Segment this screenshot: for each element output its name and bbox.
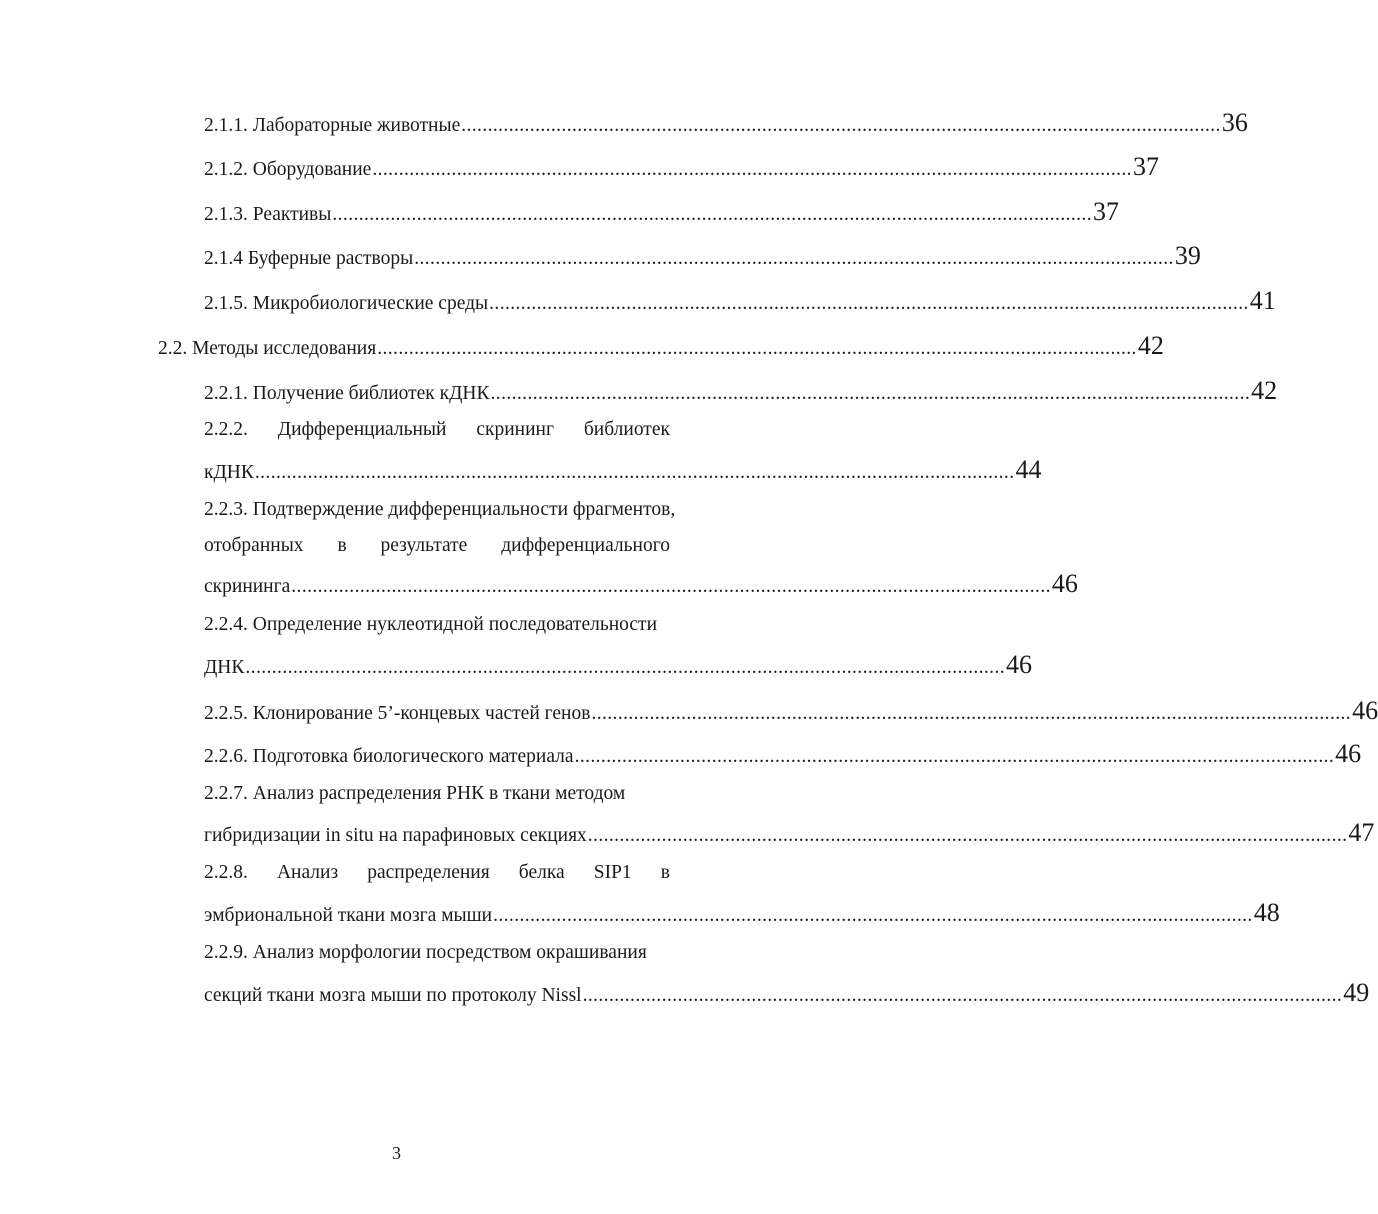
toc-word: результате bbox=[380, 535, 468, 556]
toc-entry bbox=[204, 696, 1378, 725]
toc-word: скрининг bbox=[476, 419, 554, 440]
toc-entry-title: скрининга bbox=[204, 576, 291, 597]
toc-entry-page: 42 bbox=[1251, 376, 1278, 405]
dot-leader: ................................................................................................................................................ bbox=[332, 204, 1092, 225]
toc-entry-line bbox=[204, 615, 670, 635]
toc-entry-page: 37 bbox=[1132, 152, 1159, 181]
toc-word: белка bbox=[518, 862, 565, 883]
toc-entry-text: 2.2.9. Анализ морфологии посредством окрашивания bbox=[204, 942, 647, 963]
toc-entry-page: 44 bbox=[1015, 455, 1042, 484]
toc-entry-title: 2.2. Методы исследования bbox=[158, 338, 377, 359]
toc-entry-title: 2.1.1. Лабораторные животные bbox=[204, 115, 461, 136]
toc-entry bbox=[204, 818, 1375, 847]
toc-entry bbox=[204, 569, 1078, 598]
dot-leader: ................................................................................................................................................ bbox=[291, 576, 1051, 597]
toc-entry-line bbox=[204, 863, 670, 883]
toc-entry-line bbox=[204, 784, 670, 804]
toc-word: в bbox=[660, 862, 670, 883]
dot-leader: ................................................................................................................................................ bbox=[489, 293, 1249, 314]
toc-entry-title: гибридизации in situ на парафиновых секциях bbox=[204, 825, 587, 846]
toc-entry bbox=[204, 108, 1248, 137]
toc-entry-text: 2.2.3. Подтверждение дифференциальности фрагментов, bbox=[204, 499, 676, 520]
toc-entry-text: 2.2.4. Определение нуклеотидной последовательности bbox=[204, 614, 658, 635]
dot-leader: ................................................................................................................................................ bbox=[574, 746, 1335, 767]
toc-entry-title: кДНК bbox=[204, 462, 254, 483]
toc-entry-page: 46 bbox=[1006, 650, 1032, 679]
toc-entry-title: ДНК bbox=[204, 657, 245, 678]
dot-leader: ................................................................................................................................................ bbox=[490, 383, 1251, 404]
dot-leader: ................................................................................................................................................ bbox=[461, 115, 1221, 136]
toc-word: библиотек bbox=[583, 419, 670, 440]
toc-entry bbox=[204, 898, 1280, 927]
toc-entry-title: 2.1.4 Буферные растворы bbox=[204, 248, 414, 269]
toc-word: 2.2.8. bbox=[204, 862, 248, 883]
dot-leader: ................................................................................................................................................ bbox=[414, 248, 1174, 269]
dot-leader: ................................................................................................................................................ bbox=[372, 159, 1132, 180]
toc-entry-page: 42 bbox=[1137, 331, 1164, 360]
toc-entry-line bbox=[204, 420, 670, 440]
toc-entry-title: 2.2.6. Подготовка биологического материала bbox=[204, 746, 574, 767]
dot-leader: ................................................................................................................................................ bbox=[377, 338, 1137, 359]
toc-entry bbox=[204, 197, 1119, 226]
toc-entry bbox=[204, 376, 1278, 405]
toc-entry-line bbox=[204, 943, 670, 963]
page-number: 3 bbox=[392, 1143, 401, 1163]
toc-entry bbox=[158, 331, 1164, 360]
toc-word: 2.2.2. bbox=[204, 419, 248, 440]
toc-entry bbox=[204, 152, 1159, 181]
toc-word: отобранных bbox=[204, 535, 304, 556]
toc-entry-page: 49 bbox=[1343, 978, 1370, 1007]
toc-entry-page: 37 bbox=[1092, 197, 1119, 226]
toc-word: дифференциального bbox=[501, 535, 670, 556]
toc-word: SIP1 bbox=[593, 862, 632, 883]
toc-entry bbox=[204, 739, 1362, 768]
toc-entry-title: эмбриональной ткани мозга мыши bbox=[204, 905, 493, 926]
dot-leader: ................................................................................................................................................ bbox=[493, 905, 1253, 926]
toc-entry-page: 48 bbox=[1253, 898, 1280, 927]
toc-entry-text: 2.2.7. Анализ распределения РНК в ткани методом bbox=[204, 783, 626, 804]
toc-word: распределения bbox=[367, 862, 490, 883]
toc-entry-page: 41 bbox=[1249, 286, 1276, 315]
toc-word: Дифференциальный bbox=[277, 419, 447, 440]
toc-entry-line bbox=[204, 536, 670, 556]
toc-entry-page: 47 bbox=[1348, 818, 1375, 847]
toc-entry-page: 46 bbox=[1352, 696, 1378, 725]
toc-entry bbox=[204, 978, 1370, 1007]
dot-leader: ................................................................................................................................................ bbox=[245, 657, 1005, 678]
toc-word: Анализ bbox=[276, 862, 339, 883]
toc-entry-page: 46 bbox=[1051, 569, 1078, 598]
toc-entry-title: секций ткани мозга мыши по протоколу Nissl bbox=[204, 985, 582, 1006]
toc-entry-title: 2.1.2. Оборудование bbox=[204, 159, 372, 180]
toc-entry-title: 2.2.1. Получение библиотек кДНК bbox=[204, 383, 490, 404]
toc-entry-line bbox=[204, 499, 676, 520]
toc-entry-title: 2.1.5. Микробиологические среды bbox=[204, 293, 489, 314]
dot-leader: ................................................................................................................................................ bbox=[254, 462, 1015, 483]
toc-entry bbox=[204, 241, 1201, 270]
dot-leader: ................................................................................................................................................ bbox=[587, 825, 1348, 846]
toc-entry bbox=[204, 650, 1032, 679]
toc-entry bbox=[204, 455, 1042, 484]
dot-leader: ................................................................................................................................................ bbox=[591, 703, 1352, 724]
dot-leader: ................................................................................................................................................ bbox=[582, 985, 1343, 1006]
toc-entry bbox=[204, 286, 1276, 315]
toc-word: в bbox=[337, 535, 347, 556]
toc-entry-title: 2.2.5. Клонирование 5’-концевых частей генов bbox=[204, 703, 591, 724]
toc-entry-page: 36 bbox=[1221, 108, 1248, 137]
toc-entry-page: 46 bbox=[1335, 739, 1362, 768]
toc-entry-page: 39 bbox=[1174, 241, 1201, 270]
toc-entry-title: 2.1.3. Реактивы bbox=[204, 204, 332, 225]
